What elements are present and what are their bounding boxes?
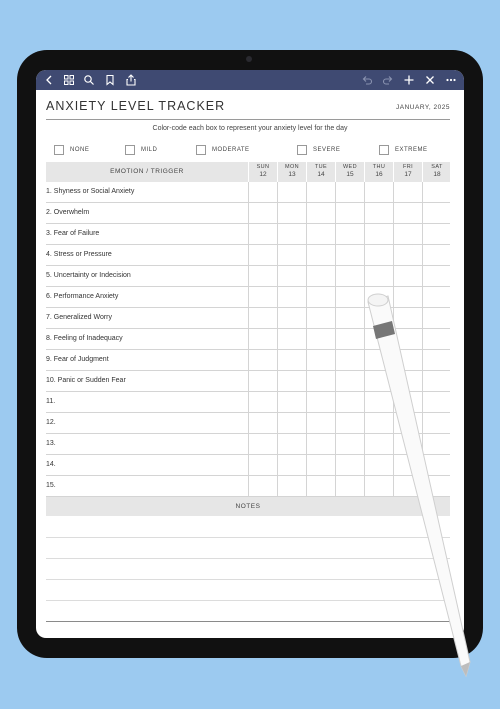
day-cell[interactable] <box>306 392 335 412</box>
day-cell[interactable] <box>335 266 364 286</box>
legend-label: SEVERE <box>313 147 341 153</box>
note-line <box>46 537 450 538</box>
day-cell[interactable] <box>422 434 451 454</box>
day-cell[interactable] <box>364 287 393 307</box>
note-line <box>46 558 450 559</box>
table-row <box>46 455 450 476</box>
day-cell[interactable] <box>422 350 451 370</box>
day-header <box>364 162 393 182</box>
day-cell[interactable] <box>248 329 277 349</box>
day-cell[interactable] <box>248 413 277 433</box>
day-header <box>248 162 277 182</box>
day-header <box>306 162 335 182</box>
day-cell[interactable] <box>364 434 393 454</box>
day-cell[interactable] <box>364 182 393 202</box>
day-cell[interactable] <box>422 392 451 412</box>
page-date: JANUARY, 2025 <box>396 104 450 111</box>
table-row <box>46 182 450 203</box>
day-cell[interactable] <box>364 308 393 328</box>
day-date: 14 <box>317 171 325 178</box>
screen <box>36 70 464 638</box>
day-header <box>393 162 422 182</box>
row-label: 8. Feeling of Inadequacy <box>46 335 123 342</box>
note-line <box>46 579 450 580</box>
day-cell[interactable] <box>277 287 306 307</box>
day-date: 17 <box>404 171 412 178</box>
day-cell[interactable] <box>422 287 451 307</box>
day-cell[interactable] <box>335 224 364 244</box>
day-date: 18 <box>433 171 441 178</box>
legend-item <box>297 144 340 156</box>
day-cell[interactable] <box>393 371 422 391</box>
day-cell[interactable] <box>422 203 451 223</box>
day-cell[interactable] <box>364 476 393 496</box>
day-cell[interactable] <box>335 329 364 349</box>
day-cell[interactable] <box>248 476 277 496</box>
table-row <box>46 266 450 287</box>
day-cell[interactable] <box>306 371 335 391</box>
close-icon[interactable] <box>423 73 437 87</box>
day-cell[interactable] <box>277 392 306 412</box>
row-label: 6. Performance Anxiety <box>46 293 119 300</box>
day-cell[interactable] <box>306 434 335 454</box>
day-cell[interactable] <box>422 182 451 202</box>
search-icon[interactable] <box>82 73 96 87</box>
day-cell[interactable] <box>335 476 364 496</box>
day-cell[interactable] <box>306 350 335 370</box>
day-cell[interactable] <box>393 245 422 265</box>
undo-icon[interactable] <box>360 73 374 87</box>
row-label: 1. Shyness or Social Anxiety <box>46 188 135 195</box>
app-toolbar <box>36 70 464 90</box>
day-cell[interactable] <box>306 308 335 328</box>
day-cell[interactable] <box>306 266 335 286</box>
day-cell[interactable] <box>306 329 335 349</box>
title-divider <box>46 119 450 120</box>
day-cell[interactable] <box>364 350 393 370</box>
day-header <box>422 162 451 182</box>
day-cell[interactable] <box>393 266 422 286</box>
legend-item <box>125 144 157 156</box>
day-cell[interactable] <box>393 392 422 412</box>
day-name: WED <box>342 164 358 170</box>
day-cell[interactable] <box>248 350 277 370</box>
day-cell[interactable] <box>335 308 364 328</box>
day-cell[interactable] <box>248 287 277 307</box>
legend-swatch[interactable] <box>379 145 389 155</box>
day-cell[interactable] <box>248 308 277 328</box>
day-date: 13 <box>288 171 296 178</box>
day-cell[interactable] <box>364 266 393 286</box>
day-cell[interactable] <box>248 224 277 244</box>
day-cell[interactable] <box>335 287 364 307</box>
day-cell[interactable] <box>248 434 277 454</box>
day-date: 16 <box>375 171 383 178</box>
day-cell[interactable] <box>277 455 306 475</box>
share-icon[interactable] <box>124 73 138 87</box>
day-date: 15 <box>346 171 354 178</box>
day-cell[interactable] <box>422 308 451 328</box>
day-header <box>277 162 306 182</box>
instruction-text: Color-code each box to represent your anxiety level for the day <box>152 125 348 132</box>
day-cell[interactable] <box>277 476 306 496</box>
day-cell[interactable] <box>422 245 451 265</box>
table-row <box>46 476 450 497</box>
day-cell[interactable] <box>335 413 364 433</box>
day-cell[interactable] <box>277 434 306 454</box>
legend-swatch[interactable] <box>297 145 307 155</box>
note-line <box>46 621 450 622</box>
day-cell[interactable] <box>277 266 306 286</box>
day-cell[interactable] <box>422 413 451 433</box>
day-cell[interactable] <box>248 455 277 475</box>
legend-item <box>379 144 428 156</box>
day-cell[interactable] <box>393 224 422 244</box>
day-name: THU <box>372 164 386 170</box>
day-cell[interactable] <box>364 413 393 433</box>
day-name: SAT <box>431 164 443 170</box>
row-label: 14. <box>46 461 56 468</box>
day-cell[interactable] <box>364 329 393 349</box>
day-cell[interactable] <box>393 434 422 454</box>
row-label: 3. Fear of Failure <box>46 230 100 237</box>
add-icon[interactable] <box>402 73 416 87</box>
legend-label: NONE <box>70 147 90 153</box>
legend-label: EXTREME <box>395 147 428 153</box>
table-row <box>46 350 450 371</box>
day-cell[interactable] <box>277 413 306 433</box>
day-cell[interactable] <box>364 224 393 244</box>
bookmark-icon[interactable] <box>103 73 117 87</box>
day-cell[interactable] <box>364 245 393 265</box>
legend-swatch[interactable] <box>125 145 135 155</box>
row-label: 13. <box>46 440 56 447</box>
day-cell[interactable] <box>364 203 393 223</box>
day-name: SUN <box>256 164 270 170</box>
legend-item <box>196 144 250 156</box>
day-name: MON <box>284 164 300 170</box>
day-cell[interactable] <box>306 182 335 202</box>
day-cell[interactable] <box>364 371 393 391</box>
day-cell[interactable] <box>248 182 277 202</box>
emotion-header: EMOTION / TRIGGER <box>110 168 184 175</box>
day-cell[interactable] <box>248 266 277 286</box>
grid-icon[interactable] <box>62 73 76 87</box>
legend-swatch[interactable] <box>54 145 64 155</box>
day-cell[interactable] <box>306 224 335 244</box>
day-cell[interactable] <box>422 224 451 244</box>
row-label: 12. <box>46 419 56 426</box>
day-cell[interactable] <box>277 350 306 370</box>
day-date: 12 <box>259 171 267 178</box>
day-cell[interactable] <box>277 182 306 202</box>
redo-icon[interactable] <box>381 73 395 87</box>
notes-header: NOTES <box>46 497 450 516</box>
day-cell[interactable] <box>393 287 422 307</box>
row-label: 10. Panic or Sudden Fear <box>46 377 126 384</box>
table-row <box>46 224 450 245</box>
day-cell[interactable] <box>335 392 364 412</box>
legend-label: MODERATE <box>212 147 250 153</box>
more-icon[interactable] <box>444 73 458 87</box>
day-cell[interactable] <box>248 203 277 223</box>
day-cell[interactable] <box>335 245 364 265</box>
row-label: 2. Overwhelm <box>46 209 90 216</box>
day-cell[interactable] <box>393 329 422 349</box>
row-label: 5. Uncertainty or Indecision <box>46 272 131 279</box>
day-cell[interactable] <box>306 203 335 223</box>
day-cell[interactable] <box>335 182 364 202</box>
day-cell[interactable] <box>422 476 451 496</box>
row-label: 11. <box>46 398 56 405</box>
legend-swatch[interactable] <box>196 145 206 155</box>
day-cell[interactable] <box>393 350 422 370</box>
day-cell[interactable] <box>248 245 277 265</box>
camera-icon <box>246 56 252 62</box>
day-cell[interactable] <box>277 245 306 265</box>
day-cell[interactable] <box>306 455 335 475</box>
day-cell[interactable] <box>364 455 393 475</box>
day-cell[interactable] <box>277 329 306 349</box>
day-cell[interactable] <box>422 266 451 286</box>
day-cell[interactable] <box>277 308 306 328</box>
day-cell[interactable] <box>393 476 422 496</box>
table-row <box>46 329 450 350</box>
table-row <box>46 245 450 266</box>
table-header <box>46 162 450 182</box>
day-cell[interactable] <box>364 392 393 412</box>
day-cell[interactable] <box>422 455 451 475</box>
day-cell[interactable] <box>422 329 451 349</box>
row-label: 9. Fear of Judgment <box>46 356 109 363</box>
row-label: 15. <box>46 482 56 489</box>
day-cell[interactable] <box>335 434 364 454</box>
day-cell[interactable] <box>277 224 306 244</box>
day-cell[interactable] <box>422 371 451 391</box>
day-cell[interactable] <box>393 455 422 475</box>
back-icon[interactable] <box>42 73 56 87</box>
legend-label: MILD <box>141 147 158 153</box>
day-cell[interactable] <box>306 413 335 433</box>
table-row <box>46 371 450 392</box>
table-row <box>46 413 450 434</box>
day-name: FRI <box>402 164 414 170</box>
day-cell[interactable] <box>335 203 364 223</box>
table-row <box>46 392 450 413</box>
day-header <box>335 162 364 182</box>
day-cell[interactable] <box>393 203 422 223</box>
row-label: 7. Generalized Worry <box>46 314 113 321</box>
day-cell[interactable] <box>335 350 364 370</box>
day-cell[interactable] <box>335 455 364 475</box>
day-cell[interactable] <box>393 413 422 433</box>
day-cell[interactable] <box>335 371 364 391</box>
day-cell[interactable] <box>277 203 306 223</box>
day-cell[interactable] <box>306 287 335 307</box>
day-name: TUE <box>314 164 328 170</box>
table-row <box>46 434 450 455</box>
page-title: ANXIETY LEVEL TRACKER <box>46 99 226 113</box>
table-row <box>46 203 450 224</box>
note-line <box>46 600 450 601</box>
day-cell[interactable] <box>277 371 306 391</box>
day-cell[interactable] <box>306 245 335 265</box>
day-cell[interactable] <box>306 476 335 496</box>
day-cell[interactable] <box>248 371 277 391</box>
day-cell[interactable] <box>248 392 277 412</box>
day-cell[interactable] <box>393 308 422 328</box>
table-row <box>46 308 450 329</box>
day-cell[interactable] <box>393 182 422 202</box>
row-label: 4. Stress or Pressure <box>46 251 112 258</box>
table-row <box>46 287 450 308</box>
legend-item <box>54 144 89 156</box>
